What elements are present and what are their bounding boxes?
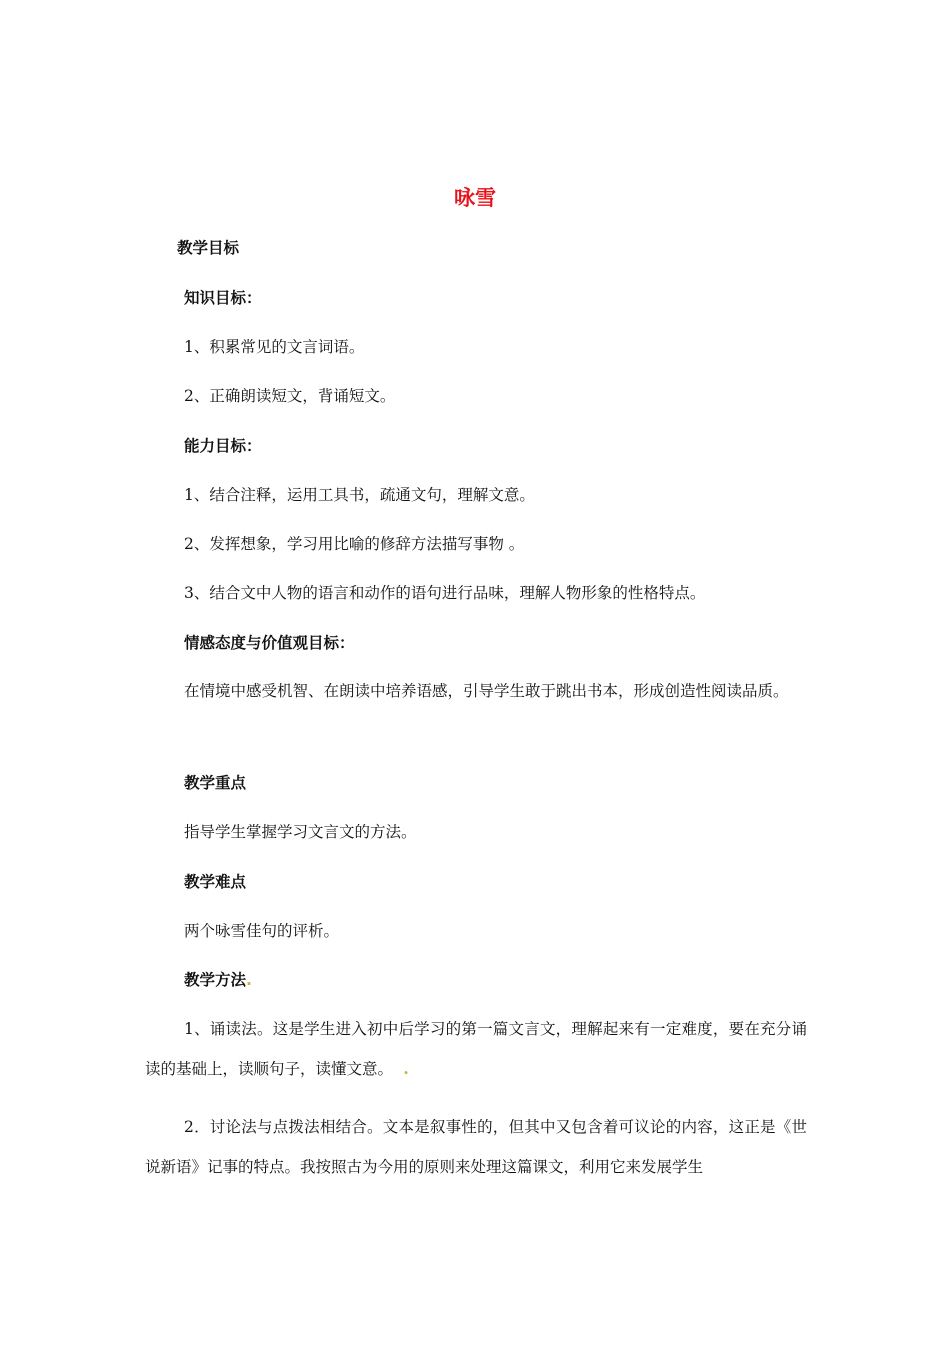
heading-difficulty: 教学难点 <box>184 873 247 891</box>
heading-knowledge-goals: 知识目标： <box>184 289 262 307</box>
method-1-text: 1、诵读法。这是学生进入初中后学习的第一篇文言文，理解起来有一定难度，要在充分诵读的基础上，读顺句子，读懂文意。 <box>145 1020 807 1078</box>
heading-method <box>184 965 252 995</box>
method-paragraph-2: 2．讨论法与点拨法相结合。文本是叙事性的，但其中又包含着可议论的内容，这正是《世说新语》记事的特点。我按照古为今用的原则来处理这篇课文，利用它来发展学生 <box>145 1118 807 1176</box>
method-heading-text: 教学方法 <box>184 971 247 989</box>
document-title: 咏雪 <box>454 186 496 210</box>
marker-dot: . <box>397 1059 409 1078</box>
knowledge-item-1: 1、积累常见的文言词语。 <box>184 338 365 356</box>
heading-emotion-goals: 情感态度与价值观目标： <box>184 634 355 652</box>
ability-item-3: 3、结合文中人物的语言和动作的语句进行品味，理解人物形象的性格特点。 <box>184 584 706 602</box>
method-paragraph-1 <box>145 1009 807 1089</box>
difficulty-text: 两个咏雪佳句的评析。 <box>184 922 340 940</box>
key-point-text: 指导学生掌握学习文言文的方法。 <box>184 823 417 841</box>
ability-item-1: 1、结合注释，运用工具书，疏通文句，理解文意。 <box>184 486 535 504</box>
heading-key-point: 教学重点 <box>184 774 247 792</box>
emotion-paragraph: 在情境中感受机智、在朗读中培养语感，引导学生敢于跳出书本，形成创造性阅读品质。 <box>184 682 789 700</box>
ability-item-2: 2、发挥想象，学习用比喻的修辞方法描写事物 。 <box>184 535 525 553</box>
knowledge-item-2: 2、正确朗读短文，背诵短文。 <box>184 387 396 405</box>
heading-ability-goals: 能力目标： <box>184 437 262 455</box>
marker-dot: . <box>246 971 252 989</box>
heading-teaching-goals: 教学目标 <box>177 239 240 257</box>
